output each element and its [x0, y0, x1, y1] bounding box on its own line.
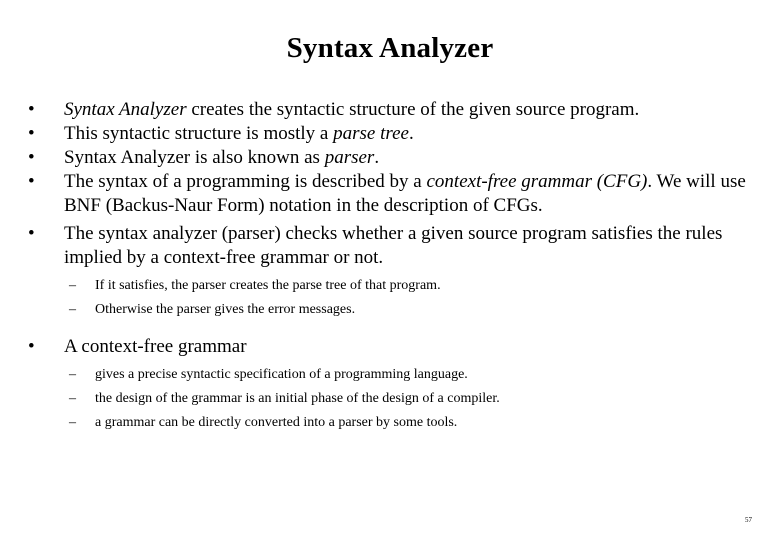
bullet-4-italic: context-free grammar (CFG) — [426, 171, 648, 192]
bullet-2-italic: parse tree — [333, 123, 409, 144]
slide-title: Syntax Analyzer — [286, 32, 494, 64]
bullet-item-2 — [28, 122, 768, 146]
bullet-1-italic: Syntax Analyzer — [64, 99, 187, 120]
bullet-2-text-after: . — [408, 123, 414, 144]
bullet-icon: • — [28, 171, 35, 192]
sub-item-text: If it satisfies, the parser creates the parse tree of that program. — [95, 278, 441, 293]
bullet-list — [28, 98, 768, 435]
sub-item-text: gives a precise syntactic specification of a programming language. — [95, 367, 468, 382]
bullet-icon: • — [28, 123, 35, 144]
bullet-icon: • — [28, 223, 35, 244]
dash-icon: – — [69, 367, 76, 382]
bullet-3-text-after: . — [374, 147, 380, 168]
bullet-item-1 — [28, 98, 768, 122]
sub-item — [28, 411, 768, 435]
bullet-5-text: The syntax analyzer (parser) checks whether a given source program satisfies the rules implied by a context-free grammar or not. — [64, 223, 723, 268]
sub-item — [28, 363, 768, 387]
sub-item — [28, 274, 768, 298]
bullet-item-5 — [28, 222, 768, 270]
bullet-icon: • — [28, 336, 35, 357]
bullet-icon: • — [28, 147, 35, 168]
bullet-6-text: A context-free grammar — [64, 336, 247, 357]
bullet-2-text-before: This syntactic structure is mostly a — [64, 123, 334, 144]
bullet-1-text: creates the syntactic structure of the given source program. — [186, 99, 640, 120]
bullet-4-text-after: . We will use BNF (Backus-Naur Form) notation in the description of CFGs. — [64, 171, 746, 216]
sub-item-text: Otherwise the parser gives the error messages. — [95, 302, 356, 317]
dash-icon: – — [69, 391, 76, 406]
bullet-item-3 — [28, 146, 768, 170]
page-number: 57 — [745, 516, 752, 524]
bullet-icon: • — [28, 99, 35, 120]
dash-icon: – — [69, 278, 76, 293]
dash-icon: – — [69, 415, 76, 430]
sub-item — [28, 298, 768, 322]
bullet-item-4 — [28, 170, 768, 218]
sub-item-text: the design of the grammar is an initial phase of the design of a compiler. — [95, 391, 500, 406]
bullet-item-6 — [28, 335, 768, 359]
bullet-3-italic: parser — [324, 147, 375, 168]
sub-item — [28, 387, 768, 411]
bullet-3-text-before: Syntax Analyzer is also known as — [64, 147, 325, 168]
bullet-4-text-before: The syntax of a programming is described by a — [64, 171, 427, 192]
sub-item-text: a grammar can be directly converted into a parser by some tools. — [95, 415, 458, 430]
dash-icon: – — [69, 302, 76, 317]
